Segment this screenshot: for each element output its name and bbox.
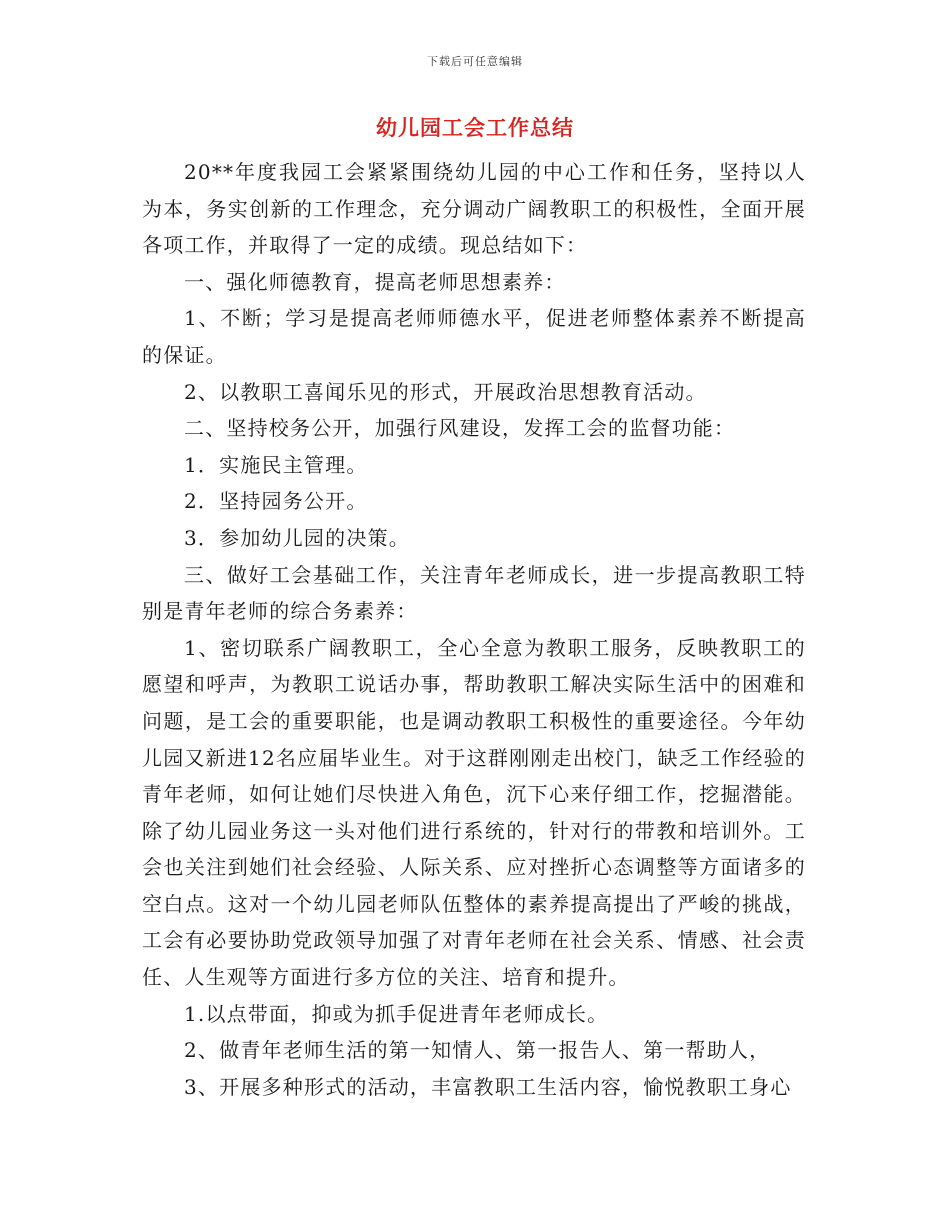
list-item: 2、做青年老师生活的第一知情人、第一报告人、第一帮助人， [184, 1038, 771, 1063]
list-item: 1．实施民主管理。 [184, 452, 368, 477]
list-item: 3、开展多种形式的活动，丰富教职工生活内容，愉悦教职工身心 [184, 1074, 792, 1099]
document-body [142, 154, 806, 1105]
paragraph: 1、密切联系广阔教职工，全心全意为教职工服务，反映教职工的愿望和呼声，为教职工说话办事，帮助教职工解决实际生活中的困难和问题，是工会的重要职能，也是调动教职工积极性的重要途径。今年幼儿园又新进12名应届毕业生。对于这群刚刚走出校门，缺乏工作经验的青年老师，如何让她们尽快进入角色，沉下心来仔细工作，挖掘潜能。除了幼儿园业务这一头对他们进行系统的，针对行的带教和培训外。工会也关注到她们社会经验、人际关系、应对挫折心态调整等方面诸多的空白点。这对一个幼儿园老师队伍整体的素养提高提出了严峻的挑战，工会有必要协助党政领导加强了对青年老师在社会关系、情感、社会责任、人生观等方面进行多方位的关注、培育和提升。 [142, 635, 806, 990]
list-item: 2．坚持园务公开。 [184, 489, 368, 514]
paragraph: 1、不断；学习是提高老师师德水平，促进老师整体素养不断提高的保证。 [142, 306, 806, 367]
paragraph: 2、以教职工喜闻乐见的形式，开展政治思想教育活动。 [184, 379, 707, 404]
document-title: 幼儿园工会工作总结 [376, 115, 574, 140]
section-heading: 一、强化师德教育，提高老师思想素养： [184, 269, 566, 294]
header-note: 下载后可任意编辑 [427, 55, 523, 68]
paragraph: 20**年度我园工会紧紧围绕幼儿园的中心工作和任务，坚持以人为本，务实创新的工作理念，充分调动广阔教职工的积极性，全面开展各项工作，并取得了一定的成绩。现总结如下： [142, 160, 806, 258]
list-item: 1.以点带面，抑或为抓手促进青年老师成长。 [184, 1001, 609, 1026]
section-heading: 三、做好工会基础工作，关注青年老师成长，进一步提高教职工特别是青年老师的综合务素养： [142, 562, 806, 624]
list-item: 3．参加幼儿园的决策。 [184, 525, 410, 550]
section-heading: 二、坚持校务公开，加强行风建设，发挥工会的监督功能： [184, 416, 736, 441]
